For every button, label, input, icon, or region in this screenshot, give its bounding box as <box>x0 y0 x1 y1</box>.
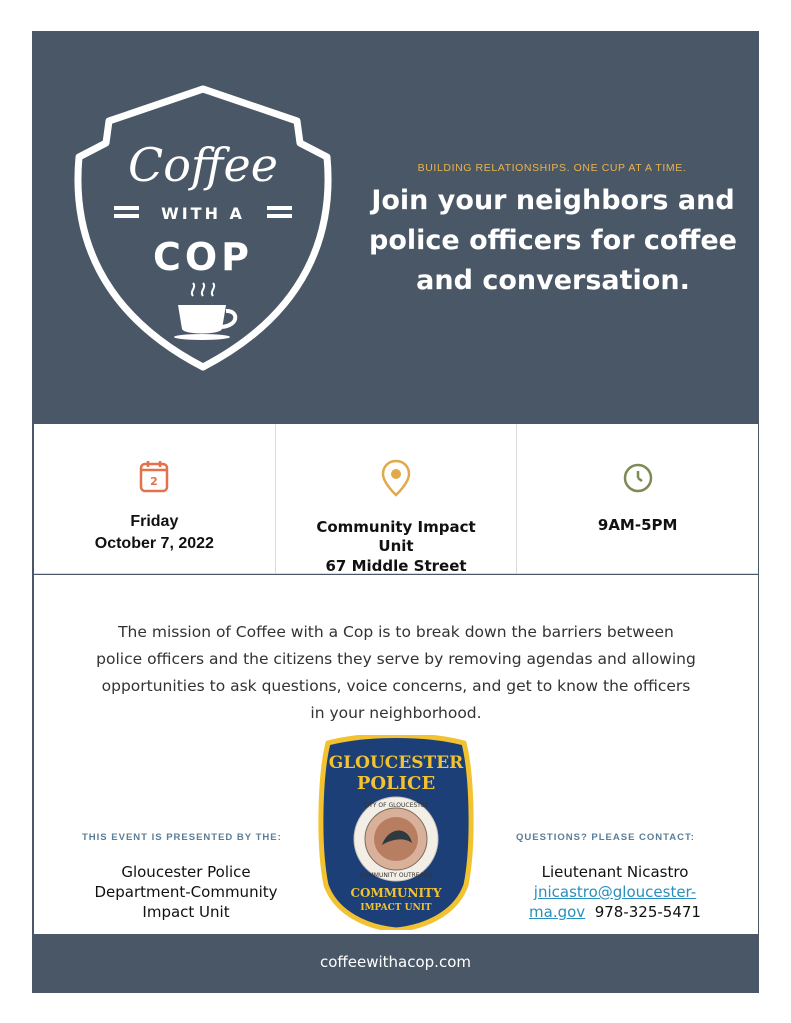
presented-by-label: THIS EVENT IS PRESENTED BY THE: <box>82 832 282 843</box>
presenter-block <box>76 862 296 922</box>
footer-website[interactable]: coffeewithacop.com <box>320 953 471 971</box>
logo-coffee-text: Coffee <box>128 138 278 192</box>
contact-name: Lieutenant Nicastro <box>541 863 689 881</box>
location-pin-icon <box>381 459 411 497</box>
headline-line: police officers for coffee <box>369 225 737 256</box>
badge-police-text: POLICE <box>356 773 436 794</box>
event-date: October 7, 2022 <box>94 535 214 552</box>
footer <box>32 934 759 993</box>
date-cell <box>34 424 276 574</box>
badge-impact-unit-text: IMPACT UNIT <box>360 903 432 913</box>
badge-community-text: COMMUNITY <box>350 886 442 900</box>
location-line: Unit <box>378 537 414 555</box>
time-cell <box>517 424 758 574</box>
event-day: Friday <box>130 513 179 530</box>
mission-statement: The mission of Coffee with a Cop is to break down the barriers between police officers and the citizens they serve by removing agendas and allowing opportunities to ask questions, voice concerns, and get to know the officers in your neighborhood. <box>96 623 696 722</box>
headline-line: and conversation. <box>416 265 690 296</box>
badge-seal-top-text: CITY OF GLOUCESTER <box>363 802 429 809</box>
calendar-day-number: 2 <box>150 475 159 488</box>
coffee-cup-icon <box>192 283 214 296</box>
event-details-bar <box>34 424 758 574</box>
badge-gloucester-text: GLOUCESTER <box>328 753 464 773</box>
questions-label: QUESTIONS? PLEASE CONTACT: <box>516 832 695 843</box>
badge-seal-bottom-text: COMMUNITY OUTREACH <box>359 872 433 879</box>
calendar-icon <box>139 459 169 493</box>
event-time: 9AM-5PM <box>597 516 678 534</box>
flyer <box>32 31 759 993</box>
contact-block <box>490 862 740 922</box>
presenter-line: Gloucester Police <box>121 863 251 881</box>
contact-phone: 978-325-5471 <box>594 903 701 921</box>
logo-with-a-text: WITH A <box>161 204 245 223</box>
contact-email-link-continued[interactable]: ma.gov <box>529 903 586 921</box>
logo-cop-text: COP <box>152 235 254 279</box>
gloucester-police-badge <box>316 735 476 930</box>
location-line: 67 Middle Street <box>325 557 467 575</box>
location-line: Community Impact <box>316 518 476 536</box>
presenter-line: Department-Community <box>94 883 278 901</box>
location-cell <box>276 424 518 574</box>
tagline: BUILDING RELATIONSHIPS. ONE CUP AT A TIME. <box>417 162 687 174</box>
contact-email-link[interactable]: jnicastro@gloucester- <box>533 883 697 901</box>
presenter-line: Impact Unit <box>142 903 230 921</box>
hero-section <box>32 31 759 424</box>
headline <box>358 181 748 301</box>
body-panel <box>34 575 758 934</box>
coffee-with-a-cop-logo <box>72 83 334 373</box>
clock-icon <box>622 462 654 494</box>
headline-line: Join your neighbors and <box>371 185 735 216</box>
